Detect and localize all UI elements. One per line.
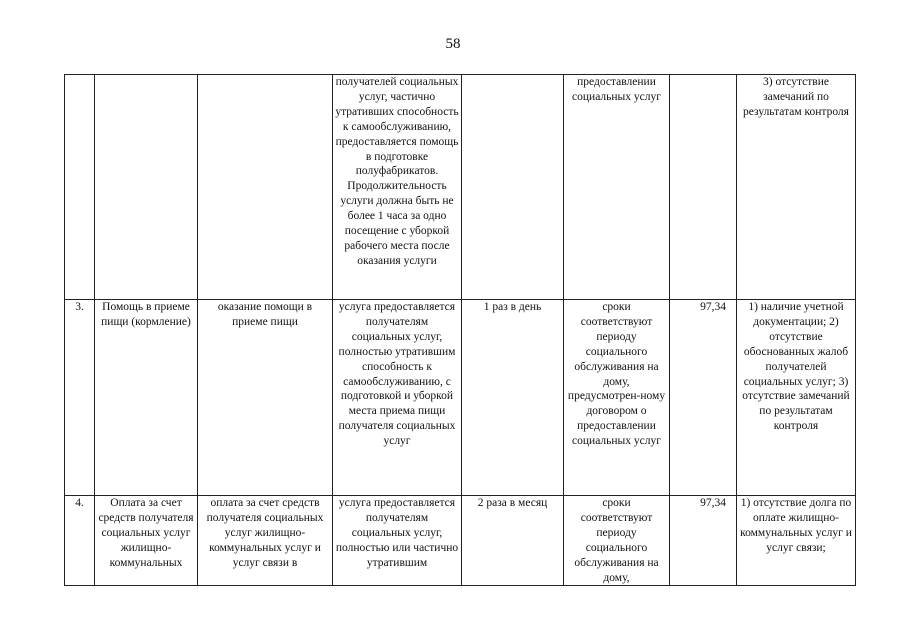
cell-terms: сроки соответствуют периоду социального обслуживания на дому, предусмотрен-ному договором о предоставлении социальных услуг [564,300,670,496]
cell-service-content: оказание помощи в приеме пищи [198,300,333,496]
cell-service-name: Помощь в приеме пищи (кормление) [95,300,198,496]
cell-number [65,75,95,300]
cell-price: 97,34 [670,300,737,496]
cell-price [670,75,737,300]
cell-quality-criteria: 3) отсутствие замечаний по результатам контроля [737,75,856,300]
cell-service-description: услуга предоставляется получателям социальных услуг, полностью утратившим способность к самообслуживанию, с подготовкой и уборкой места приема пищи получателя социальных услуг [333,300,462,496]
cell-terms: предоставлении социальных услуг [564,75,670,300]
cell-service-name [95,75,198,300]
cell-service-content: оплата за счет средств получателя социальных услуг жилищно-коммунальных услуг и услуг связи в [198,496,333,586]
page-number: 58 [445,36,461,52]
cell-terms: сроки соответствуют периоду социального обслуживания на дому, [564,496,670,586]
cell-service-name: Оплата за счет средств получателя социальных услуг жилищно-коммунальных [95,496,198,586]
cell-price: 97,34 [670,496,737,586]
cell-number: 3. [65,300,95,496]
cell-frequency: 2 раза в месяц [462,496,564,586]
table-row [65,300,856,496]
cell-quality-criteria: 1) отсутствие долга по оплате жилищно-коммунальных услуг и услуг связи; [737,496,856,586]
cell-service-content [198,75,333,300]
services-table [64,74,856,586]
cell-frequency [462,75,564,300]
cell-service-description: получателей социальных услуг, частично утративших способность к самообслуживанию, предоставляется помощь в подготовке полуфабрикатов. Продолжительность услуги должна быть не более 1 часа за одно посещение с уборкой рабочего места после оказания услуги [333,75,462,300]
cell-number: 4. [65,496,95,586]
cell-service-description: услуга предоставляется получателям социальных услуг, полностью или частично утратившим [333,496,462,586]
cell-quality-criteria: 1) наличие учетной документации; 2) отсутствие обоснованных жалоб получателей социальных услуг; 3) отсутствие замечаний по результатам контроля [737,300,856,496]
cell-frequency: 1 раз в день [462,300,564,496]
table-row [65,75,856,300]
table-row [65,496,856,586]
